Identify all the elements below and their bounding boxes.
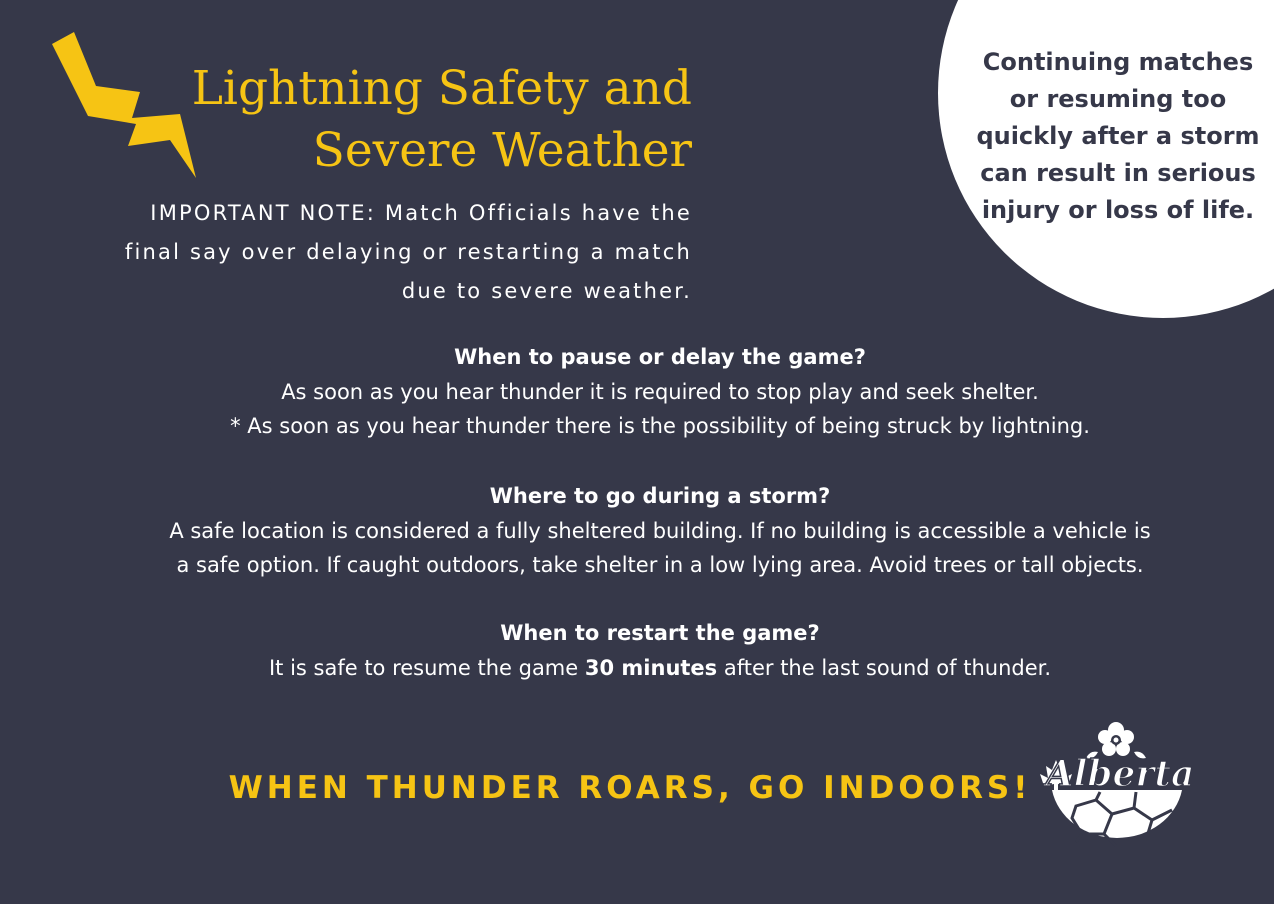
important-note bbox=[42, 194, 692, 311]
section-heading: Where to go during a storm? bbox=[489, 484, 831, 508]
section-text bbox=[60, 651, 1260, 686]
section-text: A safe location is considered a fully sheltered building. If no building is accessible a vehicle is bbox=[169, 518, 1151, 543]
callout-text bbox=[968, 44, 1268, 229]
section-shelter bbox=[60, 479, 1260, 583]
page-title bbox=[52, 58, 692, 182]
section-pause bbox=[60, 340, 1260, 444]
restart-text-before: It is safe to resume the game bbox=[268, 655, 585, 680]
callout-line-1: Continuing matches bbox=[982, 48, 1254, 76]
callout-line-3: quickly after a storm bbox=[976, 122, 1260, 150]
logo-wordmark: Alberta bbox=[1045, 753, 1195, 795]
callout-line-2: or resuming too bbox=[1009, 85, 1227, 113]
section-heading: When to restart the game? bbox=[500, 621, 820, 645]
section-text: * As soon as you hear thunder there is the possibility of being struck by lightning. bbox=[230, 414, 1090, 438]
section-heading: When to pause or delay the game? bbox=[454, 345, 866, 369]
restart-text-after: after the last sound of thunder. bbox=[717, 655, 1052, 680]
note-line-3: due to severe weather. bbox=[401, 279, 692, 303]
title-line-1: Lightning Safety and bbox=[191, 61, 692, 116]
note-line-2: final say over delaying or restarting a match bbox=[124, 240, 692, 264]
section-text: As soon as you hear thunder it is required to stop play and seek shelter. bbox=[281, 379, 1039, 404]
restart-duration: 30 minutes bbox=[584, 655, 718, 680]
callout-line-4: can result in serious bbox=[980, 159, 1256, 187]
callout-line-5: injury or loss of life. bbox=[981, 196, 1255, 224]
section-restart bbox=[60, 616, 1260, 685]
slogan: WHEN THUNDER ROARS, GO INDOORS! bbox=[228, 770, 1032, 806]
section-text: a safe option. If caught outdoors, take shelter in a low lying area. Avoid trees or tall objects. bbox=[176, 553, 1144, 577]
note-line-1: IMPORTANT NOTE: Match Officials have the bbox=[150, 201, 692, 225]
alberta-soccer-logo bbox=[1036, 716, 1196, 850]
title-line-2: Severe Weather bbox=[312, 123, 692, 178]
